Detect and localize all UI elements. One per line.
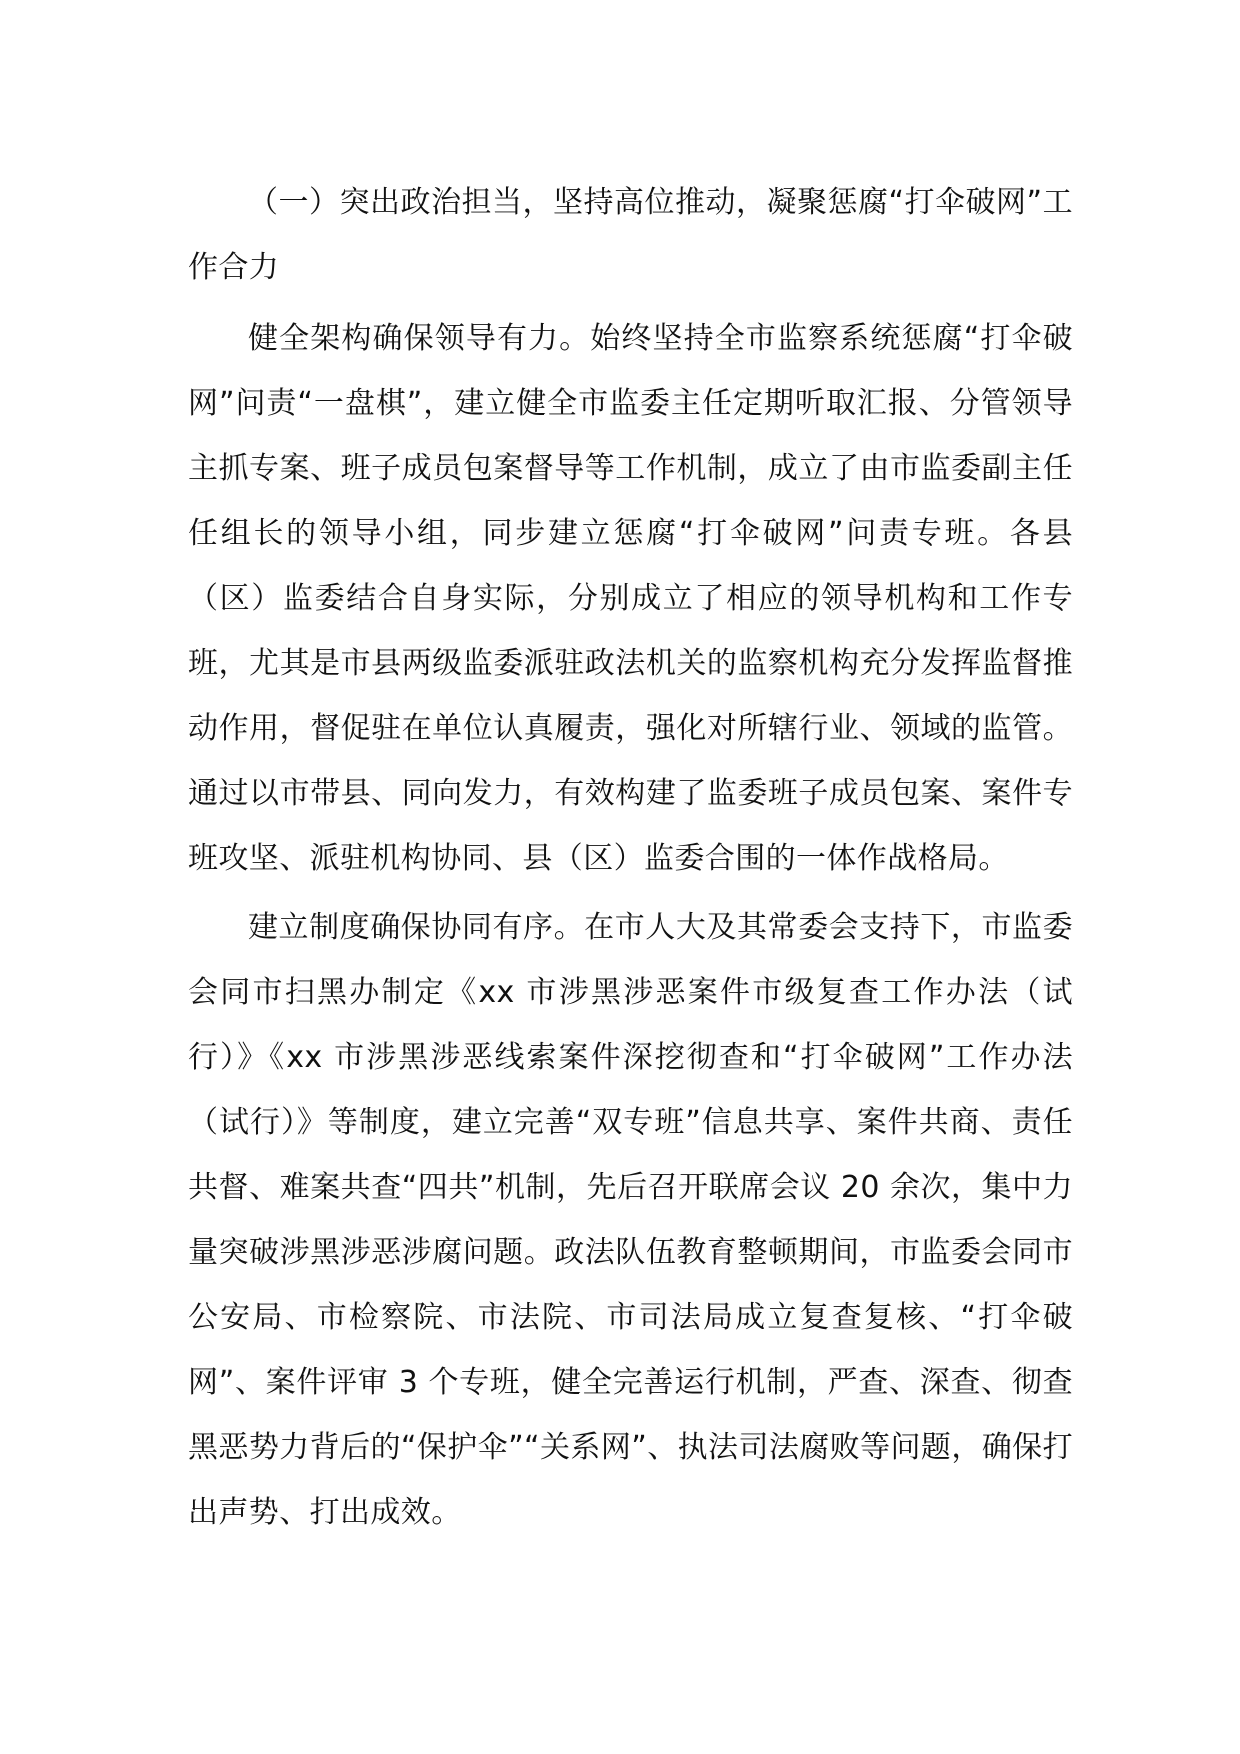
- section-heading: （一）突出政治担当，坚持高位推动，凝聚惩腐“打伞破网”工作合力: [188, 185, 1073, 285]
- paragraph-institutions: 建立制度确保协同有序。在市人大及其常委会支持下，市监委会同市扫黑办制定《xx 市涉黑涉恶案件市级复查工作办法（试行）》《xx 市涉黑涉恶线索案件深挖彻查和“打伞破网”工作办法（试行）》等制度，建立完善“双专班”信息共享、案件共商、责任共督、难案共查“四共”机制，先后召开联席会议 20 余次，集中力量突破涉黑涉恶涉腐问题。政法队伍教育整顿期间，市监委会同市公安局、市检察院、市法院、市司法局成立复查复核、“打伞破网”、案件评审 3 个专班，健全完善运行机制，严查、深查、彻查黑恶势力背后的“保护伞”“关系网”、执法司法腐败等问题，确保打出声势、打出成效。: [188, 910, 1073, 1530]
- paragraph-leadership: 健全架构确保领导有力。始终坚持全市监察系统惩腐“打伞破网”问责“一盘棋”，建立健全市监委主任定期听取汇报、分管领导主抓专案、班子成员包案督导等工作机制，成立了由市监委副主任任组长的领导小组，同步建立惩腐“打伞破网”问责专班。各县（区）监委结合自身实际，分别成立了相应的领导机构和工作专班，尤其是市县两级监委派驻政法机关的监察机构充分发挥监督推动作用，督促驻在单位认真履责，强化对所辖行业、领域的监管。通过以市带县、同向发力，有效构建了监委班子成员包案、案件专班攻坚、派驻机构协同、县（区）监委合围的一体作战格局。: [188, 321, 1073, 876]
- document-body: [188, 170, 1073, 1549]
